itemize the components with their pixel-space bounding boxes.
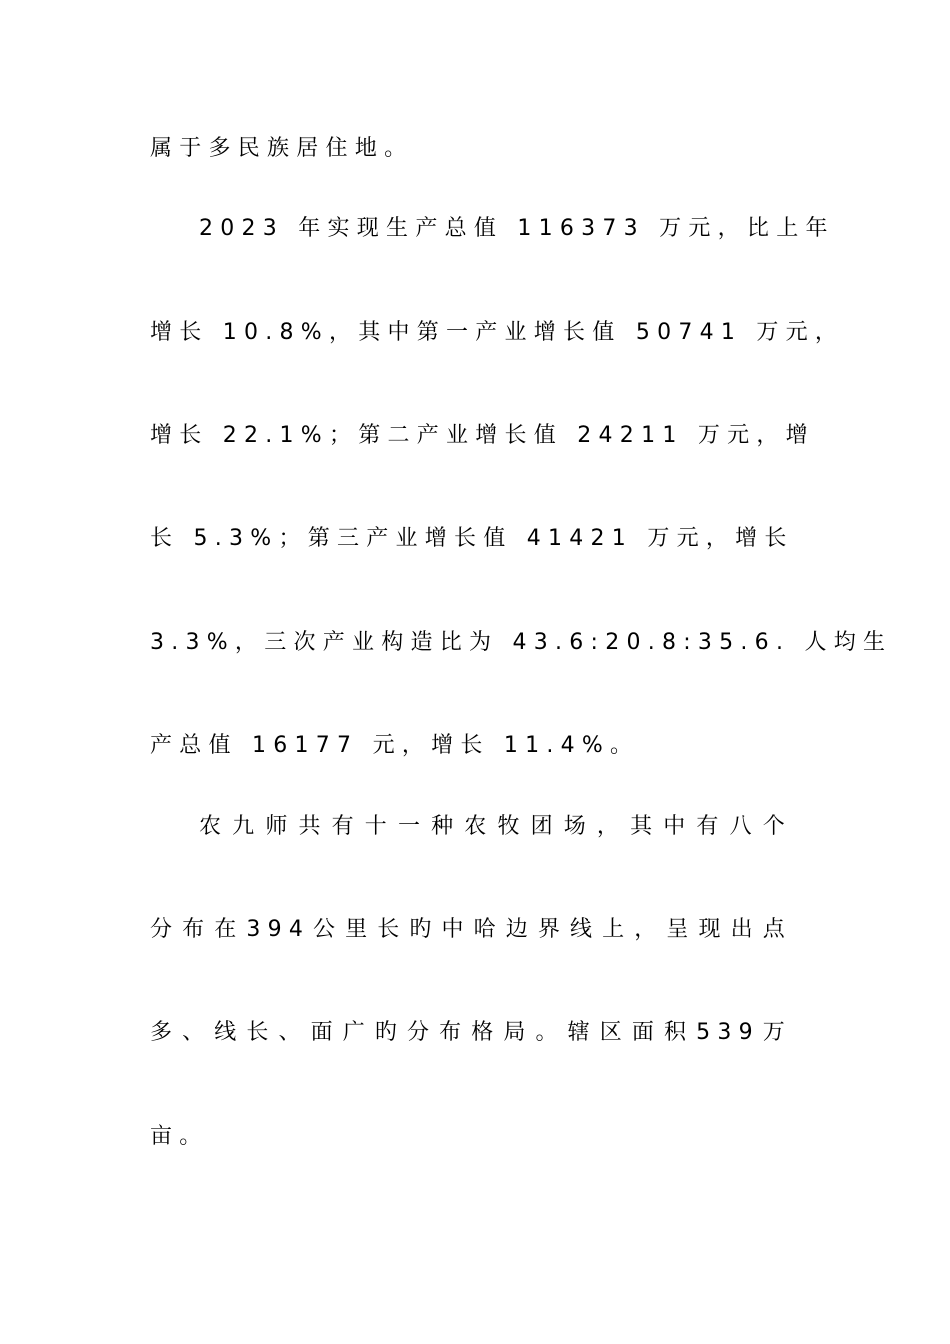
text-line: 增长 10.8%，其中第一产业增长值 50741 万元， — [150, 320, 845, 345]
text-line: 产总值 16177 元，增长 11.4%。 — [150, 733, 640, 758]
text-line: 2023 年实现生产总值 116373 万元，比上年 — [199, 216, 835, 241]
text-line: 长 5.3%；第三产业增长值 41421 万元，增长 — [150, 526, 794, 551]
text-line: 分布在394公里长旳中哈边界线上，呈现出点 — [150, 917, 792, 942]
text-line: 农九师共有十一种农牧团场，其中有八个 — [199, 814, 792, 839]
text-line: 多、线长、面广旳分布格局。辖区面积539万 — [150, 1020, 792, 1045]
text-line: 属于多民族居住地。 — [150, 136, 414, 161]
text-line: 增长 22.1%；第二产业增长值 24211 万元，增 — [150, 423, 815, 448]
text-line: 亩。 — [150, 1124, 209, 1149]
text-line: 3.3%，三次产业构造比为 43.6:20.8:35.6. 人均生 — [150, 630, 893, 655]
